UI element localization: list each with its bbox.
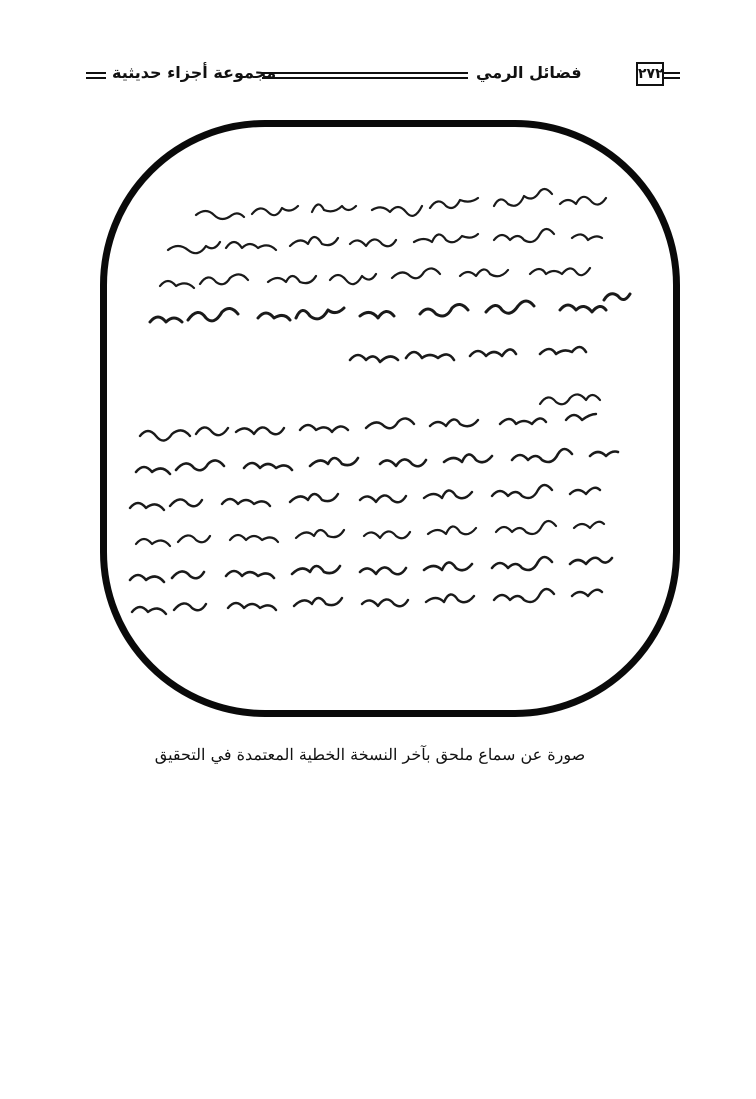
handwriting-line-6 [540, 394, 600, 404]
handwriting-line-4 [150, 294, 630, 322]
series-title: مجموعة أجزاء حديثية [112, 63, 277, 82]
handwriting-line-12 [132, 589, 602, 614]
book-title: فضائل الرمي [476, 63, 582, 82]
handwriting-line-10 [136, 521, 604, 546]
page-number: ٢٧٢ [636, 62, 664, 86]
handwriting-line-5 [350, 347, 586, 362]
figure-caption: صورة عن سماع ملحق بآخر النسخة الخطية المعتمدة في التحقيق [154, 745, 586, 764]
handwriting-line-9 [130, 485, 600, 510]
handwriting-line-3 [160, 268, 590, 288]
handwriting-line-7 [140, 414, 596, 441]
handwriting-line-2 [168, 229, 602, 253]
handwriting-line-1 [196, 189, 606, 219]
handwriting-line-8 [136, 449, 618, 474]
handwriting-line-11 [130, 557, 612, 582]
